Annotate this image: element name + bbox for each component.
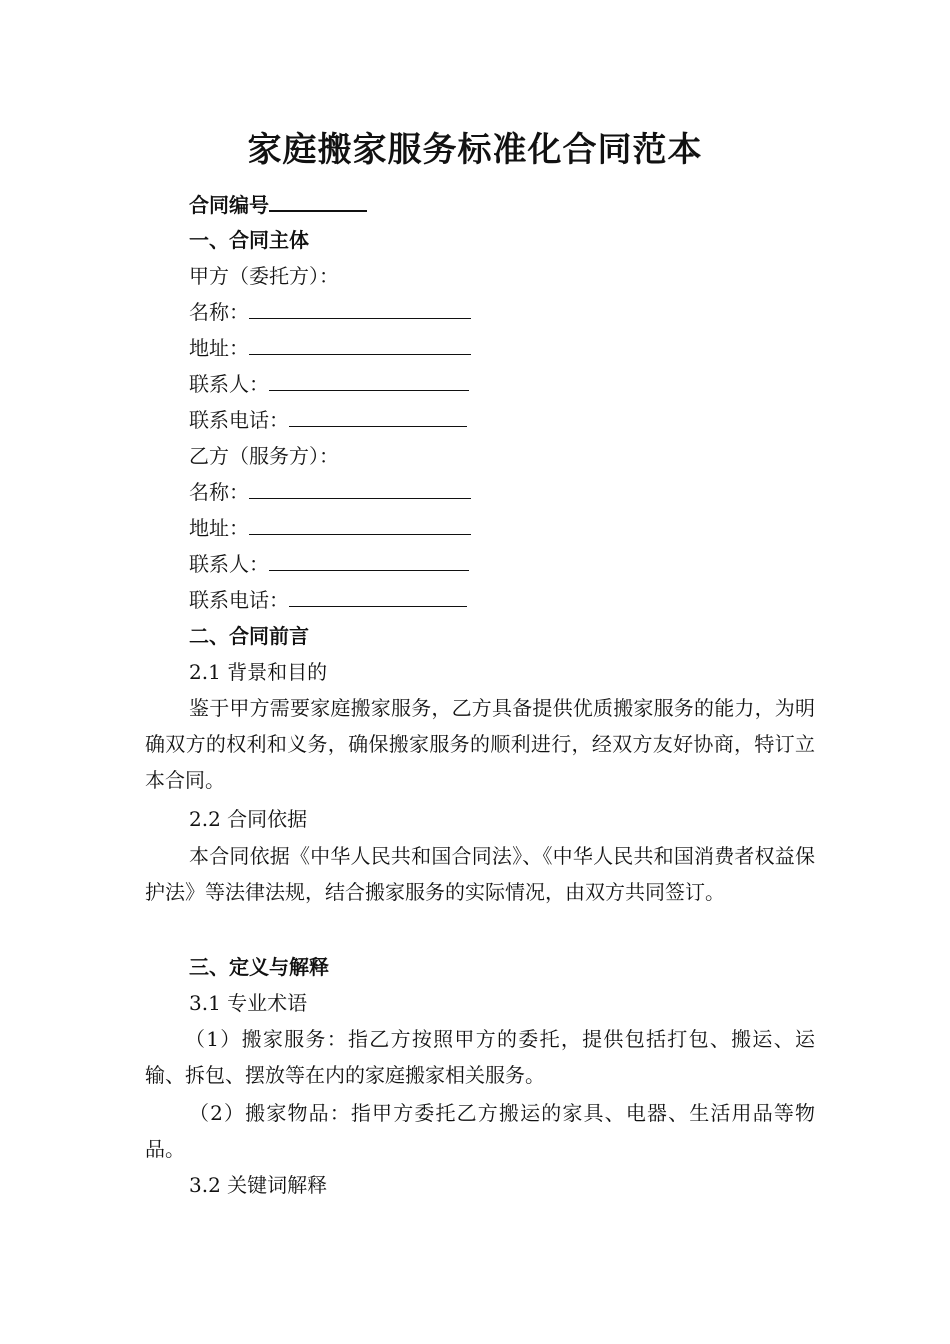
section-2-1-paragraph: 鉴于甲方需要家庭搬家服务，乙方具备提供优质搬家服务的能力，为明确双方的权利和义务，确保搬家服务的顺利进行，经双方友好协商，特订立本合同。 (145, 696, 815, 792)
party-a-address-label: 地址： (189, 336, 249, 360)
party-b-phone-blank[interactable] (289, 586, 467, 607)
party-a-contact-line (189, 370, 469, 398)
party-b-label: 乙方（服务方）： (189, 444, 339, 468)
party-a-name-label: 名称： (189, 300, 249, 324)
party-a-address-blank[interactable] (249, 334, 471, 355)
section-1-heading: 一、合同主体 (189, 228, 309, 252)
section-3-heading: 三、定义与解释 (189, 955, 329, 979)
party-b-name-line (189, 478, 471, 506)
party-b-address-label: 地址： (189, 516, 249, 540)
contract-number-line (189, 190, 367, 219)
party-b-name-label: 名称： (189, 480, 249, 504)
section-3-1-item-2: （2）搬家物品：指甲方委托乙方搬运的家具、电器、生活用品等物品。 (145, 1101, 815, 1161)
party-a-name-line (189, 298, 471, 326)
party-a-phone-line (189, 406, 467, 434)
section-3-1-item-1: （1）搬家服务：指乙方按照甲方的委托，提供包括打包、搬运、运输、拆包、摆放等在内的家庭搬家相关服务。 (145, 1027, 815, 1087)
party-a-name-blank[interactable] (249, 298, 471, 319)
party-b-address-blank[interactable] (249, 514, 471, 535)
party-b-contact-blank[interactable] (269, 550, 469, 571)
party-b-contact-line (189, 550, 469, 578)
party-b-address-line (189, 514, 471, 542)
section-2-heading: 二、合同前言 (189, 624, 309, 648)
party-a-contact-blank[interactable] (269, 370, 469, 391)
party-a-address-line (189, 334, 471, 362)
contract-number-blank[interactable] (269, 190, 367, 212)
party-a-phone-blank[interactable] (289, 406, 467, 427)
party-b-phone-line (189, 586, 467, 614)
party-a-label: 甲方（委托方）： (189, 264, 339, 288)
party-a-phone-label: 联系电话： (189, 408, 289, 432)
section-3-1-heading: 3.1 专业术语 (189, 991, 308, 1015)
party-a-contact-label: 联系人： (189, 372, 269, 396)
contract-number-label: 合同编号 (189, 193, 269, 217)
document-title: 家庭搬家服务标准化合同范本 (247, 130, 703, 170)
party-b-contact-label: 联系人： (189, 552, 269, 576)
section-2-1-heading: 2.1 背景和目的 (189, 660, 328, 684)
party-b-phone-label: 联系电话： (189, 588, 289, 612)
party-b-name-blank[interactable] (249, 478, 471, 499)
section-2-2-heading: 2.2 合同依据 (189, 807, 308, 831)
section-2-2-paragraph: 本合同依据《中华人民共和国合同法》、《中华人民共和国消费者权益保护法》等法律法规，结合搬家服务的实际情况，由双方共同签订。 (145, 844, 815, 904)
section-3-2-heading: 3.2 关键词解释 (189, 1173, 328, 1197)
